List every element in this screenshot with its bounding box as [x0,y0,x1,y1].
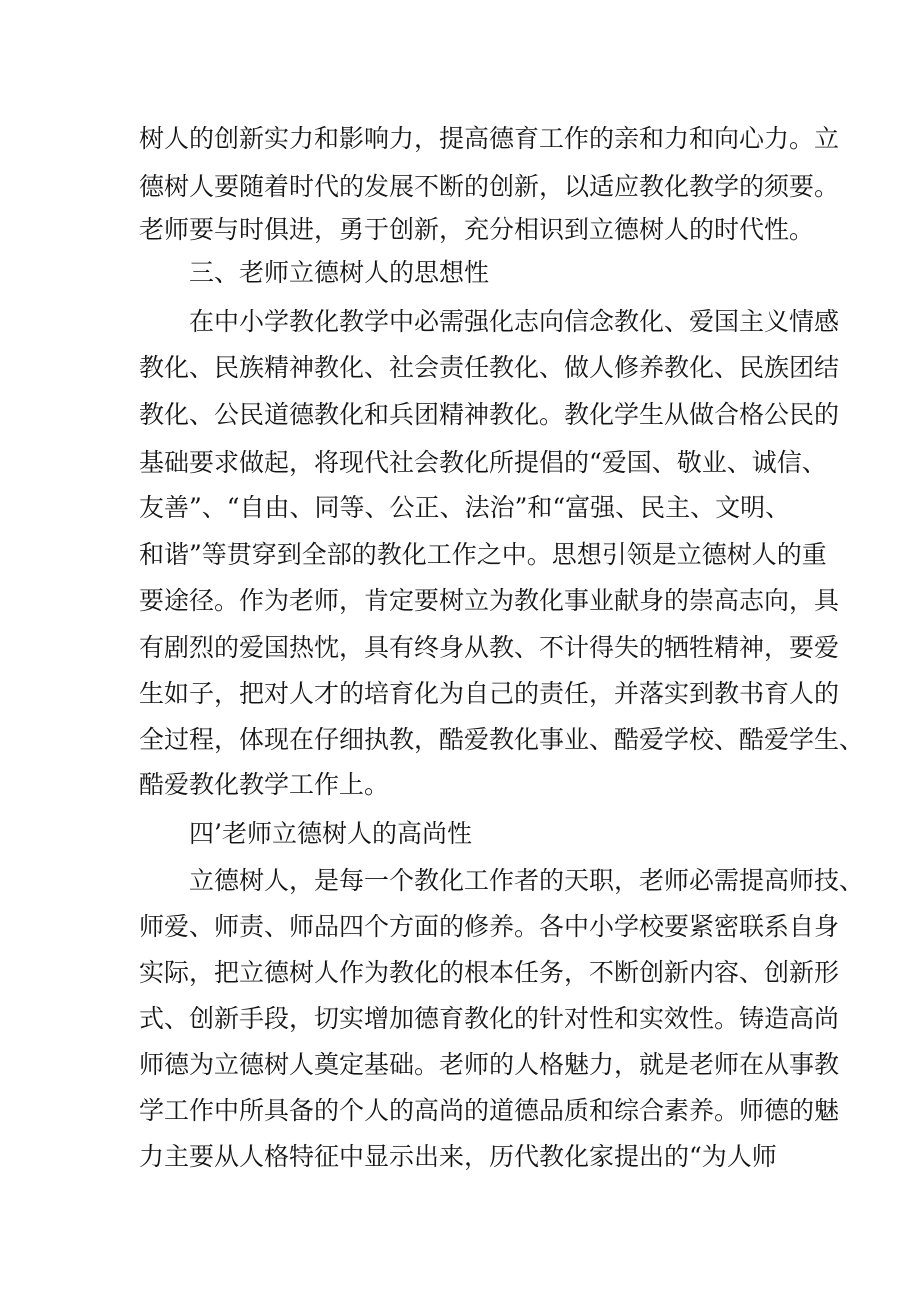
text-line: 老师要与时俱进，勇于创新，充分相识到立德树人的时代性。 [139,215,815,244]
text-line: 师德为立德树人奠定基础。老师的人格魅力，就是老师在从事教 [139,1050,840,1079]
text-line: 全过程，体现在仔细执教，酷爱教化事业、酷爱学校、酷爱学生、 [139,725,865,754]
text-line: 实际，把立德树人作为教化的根本任务，不断创新内容、创新形 [139,958,840,987]
text-line: 式、创新手段，切实增加德育教化的针对性和实效性。铸造高尚 [139,1004,840,1033]
text-line: 学工作中所具备的个人的高尚的道德品质和综合素养。师德的魅 [139,1096,840,1125]
section-heading: 四’老师立德树人的高尚性 [189,819,472,848]
text-line: 友善”、“自由、同等、公正、法治”和“富强、民主、文明、 [139,493,791,522]
text-line: 力主要从人格特征中显示出来，历代教化家提出的“为人师 [139,1142,777,1171]
text-line: 和谐”等贯穿到全部的教化工作之中。思想引领是立德树人的重 [139,540,827,569]
text-line: 立德树人，是每一个教化工作者的天职，老师必需提高师技、 [189,866,865,895]
text-line: 要途径。作为老师，肯定要树立为教化事业献身的崇高志向，具 [139,586,840,615]
text-line: 有剧烈的爱国热忱，具有终身从教、不计得失的牺牲精神，要爱 [139,633,840,662]
text-line: 树人的创新实力和影响力，提高德育工作的亲和力和向心力。立 [139,124,840,153]
section-heading: 三、老师立德树人的思想性 [189,258,490,287]
text-line: 酷爱教化教学工作上。 [139,770,390,799]
text-line: 在中小学教化教学中必需强化志向信念教化、爱国主义情感 [189,307,840,336]
text-line: 基础要求做起，将现代社会教化所提倡的“爱国、敬业、诚信、 [139,448,827,477]
text-line: 德树人要随着时代的发展不断的创新，以适应教化教学的须要。 [139,172,840,201]
text-line: 教化、民族精神教化、社会责任教化、做人修养教化、民族团结 [139,353,840,382]
text-line: 师爱、师责、师品四个方面的修养。各中小学校要紧密联系自身 [139,912,840,941]
text-line: 教化、公民道德教化和兵团精神教化。教化学生从做合格公民的 [139,400,840,429]
text-line: 生如子，把对人才的培育化为自己的责任，并落实到教书育人的 [139,679,840,708]
